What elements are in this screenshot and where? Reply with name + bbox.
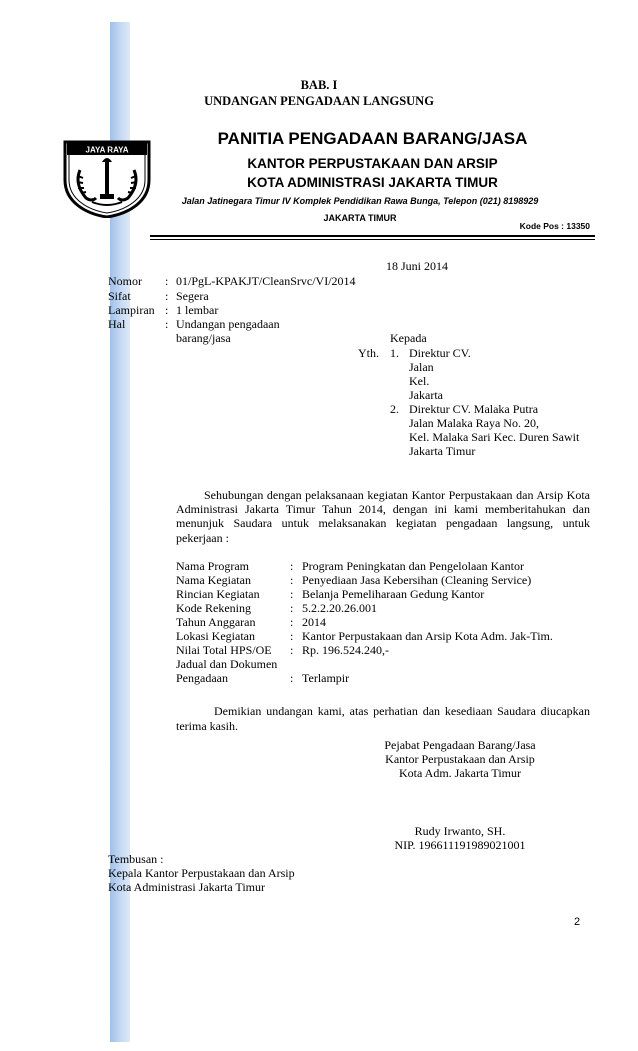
- recipient-yth: Yth.: [358, 346, 379, 360]
- chapter-subtitle: UNDANGAN PENGADAAN LANGSUNG: [204, 94, 434, 108]
- detail-label: Lokasi Kegiatan: [176, 629, 255, 643]
- meta-value-nomor: 01/PgL-KPAKJT/CleanSrvc/VI/2014: [176, 274, 356, 288]
- detail-label: Nama Kegiatan: [176, 573, 251, 587]
- letterhead-address: Jalan Jatinegara Timur IV Komplek Pendidikan Rawa Bunga, Telepon (021) 8198929: [181, 196, 539, 206]
- recipient-1-line: Direktur CV.: [409, 346, 471, 360]
- recipient-num-2: 2.: [390, 402, 399, 416]
- letterhead-city-line: JAKARTA TIMUR: [323, 213, 397, 223]
- detail-value: Penyediaan Jasa Kebersihan (Cleaning Service): [302, 573, 532, 587]
- recipient-2-line: Direktur CV. Malaka Putra: [409, 402, 539, 416]
- detail-label: Pengadaan: [176, 671, 228, 685]
- header-rule-thin: [150, 239, 595, 240]
- signature-nip: NIP. 196611191989021001: [394, 838, 526, 852]
- detail-label: Kode Rekening: [176, 601, 251, 615]
- meta-label-sifat: Sifat: [108, 289, 131, 303]
- meta-label-nomor: Nomor: [108, 274, 142, 288]
- meta-sep: :: [165, 274, 169, 288]
- signature-city: Kota Adm. Jakarta Timur: [399, 766, 521, 780]
- recipient-2-line: Kel. Malaka Sari Kec. Duren Sawit: [409, 430, 580, 444]
- detail-sep: :: [290, 615, 294, 629]
- meta-sep: :: [165, 289, 169, 303]
- signature-title: Pejabat Pengadaan Barang/Jasa: [384, 738, 536, 752]
- signature-office: Kantor Perpustakaan dan Arsip: [385, 752, 535, 766]
- cc-line: Kepala Kantor Perpustakaan dan Arsip: [108, 866, 295, 880]
- detail-sep: :: [290, 573, 294, 587]
- recipient-kepada: Kepada: [390, 331, 427, 345]
- detail-value: Terlampir: [302, 671, 350, 685]
- detail-label: Nilai Total HPS/OE: [176, 643, 272, 657]
- detail-sep: :: [290, 559, 294, 573]
- detail-value: 5.2.2.20.26.001: [302, 601, 377, 615]
- closing-paragraph: Demikian undangan kami, atas perhatian dan kesediaan Saudara diucapkan terima kasih.: [176, 704, 590, 733]
- detail-sep: :: [290, 601, 294, 615]
- detail-sep: :: [290, 643, 294, 657]
- cc-line: Kota Administrasi Jakarta Timur: [108, 880, 265, 894]
- meta-sep: :: [165, 303, 169, 317]
- recipient-1-line: Jalan: [409, 360, 434, 374]
- meta-value-hal: Undangan pengadaan: [176, 317, 280, 331]
- detail-sep: :: [290, 671, 294, 685]
- detail-label: Jadual dan Dokumen: [176, 657, 278, 671]
- detail-value: Belanja Pemeliharaan Gedung Kantor: [302, 587, 485, 601]
- detail-sep: :: [290, 629, 294, 643]
- body-paragraph: Sehubungan dengan pelaksanaan kegiatan Kantor Perpustakaan dan Arsip Kota Administrasi Jakarta Timur Tahun 2014, dengan ini kami memberitahukan dan menunjuk Saudara untuk melaksanakan kegiatan pengadaan langsung, untuk pekerjaan :: [176, 488, 590, 545]
- recipient-2-line: Jakarta Timur: [409, 444, 476, 458]
- signature-name: Rudy Irwanto, SH.: [414, 824, 506, 838]
- meta-sep: :: [165, 317, 169, 331]
- recipient-num-1: 1.: [390, 346, 399, 360]
- emblem-text: JAYA RAYA: [85, 145, 129, 155]
- letterhead-committee: PANITIA PENGADAAN BARANG/JASA: [217, 129, 528, 148]
- letterhead-office: KANTOR PERPUSTAKAAN DAN ARSIP: [247, 156, 498, 171]
- recipient-1-line: Kel.: [409, 374, 430, 388]
- page-number: 2: [574, 916, 581, 928]
- meta-label-lampiran: Lampiran: [108, 303, 155, 317]
- letter-date: 18 Juni 2014: [386, 259, 449, 273]
- detail-value: Rp. 196.524.240,-: [302, 643, 389, 657]
- meta-value-hal-2: barang/jasa: [176, 331, 231, 345]
- cc-title: Tembusan :: [108, 852, 164, 866]
- detail-value: Kantor Perpustakaan dan Arsip Kota Adm. Jak-Tim.: [302, 629, 553, 643]
- detail-value: 2014: [302, 615, 326, 629]
- meta-value-lampiran: 1 lembar: [176, 303, 219, 317]
- detail-label: Nama Program: [176, 559, 249, 573]
- recipient-2-line: Jalan Malaka Raya No. 20,: [409, 416, 539, 430]
- header-rule-thick: [150, 235, 595, 237]
- detail-sep: :: [290, 587, 294, 601]
- detail-label: Tahun Anggaran: [176, 615, 256, 629]
- postcode: Kode Pos : 13350: [519, 221, 590, 231]
- chapter-title: BAB. I: [300, 78, 338, 92]
- detail-value: Program Peningkatan dan Pengelolaan Kantor: [302, 559, 524, 573]
- meta-label-hal: Hal: [108, 317, 126, 331]
- detail-label: Rincian Kegiatan: [176, 587, 260, 601]
- recipient-1-line: Jakarta: [409, 388, 443, 402]
- meta-value-sifat: Segera: [176, 289, 209, 303]
- letterhead-city: KOTA ADMINISTRASI JAKARTA TIMUR: [247, 175, 498, 190]
